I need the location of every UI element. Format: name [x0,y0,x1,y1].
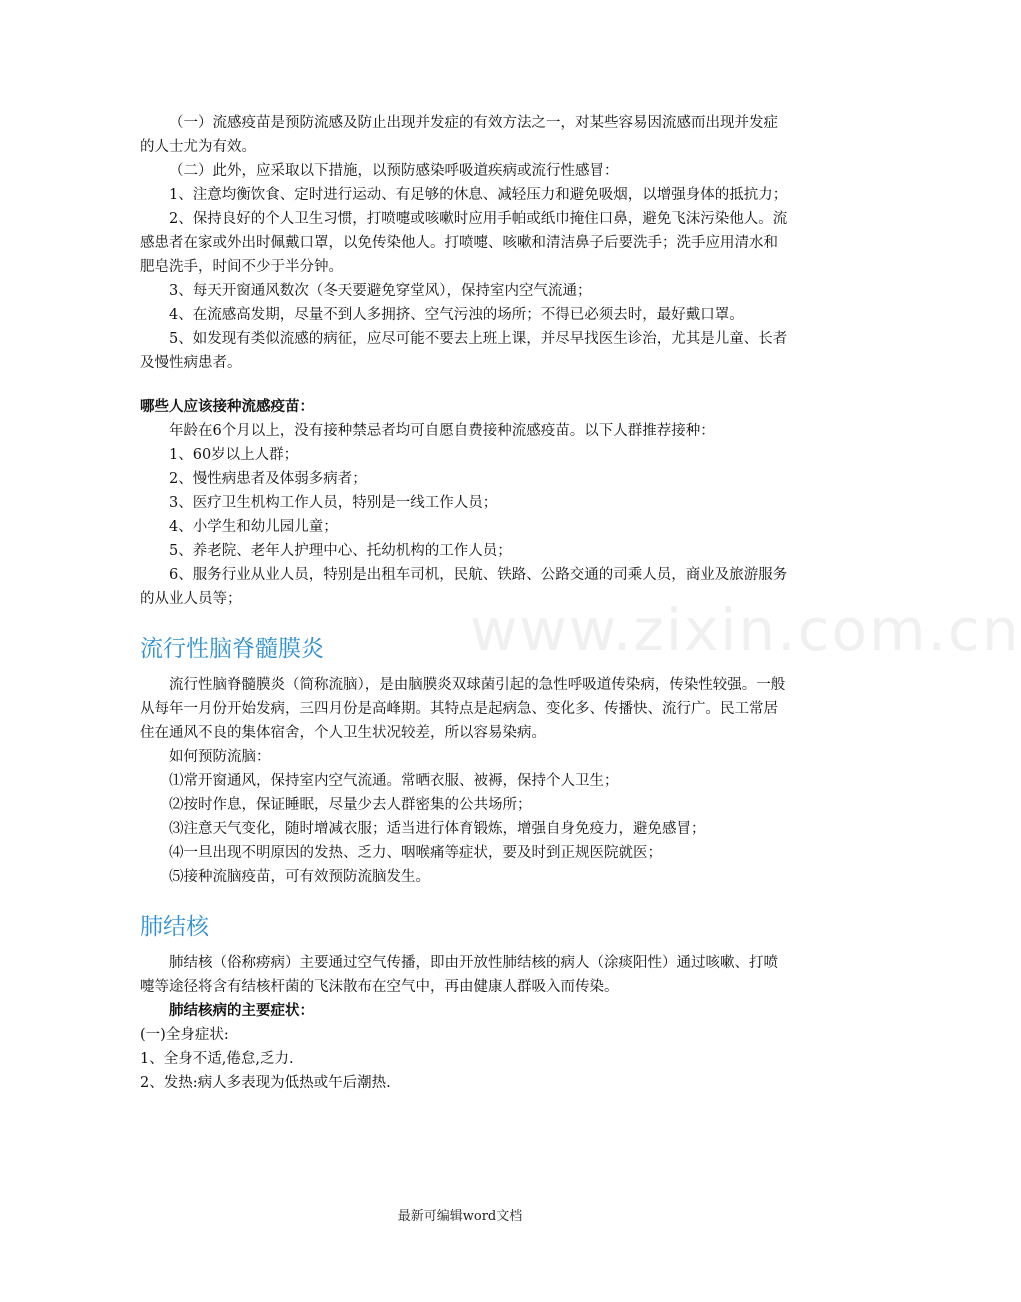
list-item: 年龄在6个月以上，没有接种禁忌者均可自愿自费接种流感疫苗。以下人群推荐接种： [169,423,715,439]
paragraph: 如何预防流脑： [169,749,271,765]
paragraph: ⑷一旦出现不明原因的发热、乏力、咽喉痛等症状，要及时到正规医院就医； [169,845,662,861]
tuberculosis-intro: 肺结核（俗称痨病）主要通过空气传播，即由开放性肺结核的病人（涂痰阳性）通过咳嗽、打喷嚏等途径将含有结核杆菌的飞沫散布在空气中，再由健康人群吸入而传染。 [140,955,778,995]
paragraph: ⑵按时作息，保证睡眠，尽量少去人群密集的公共场所； [169,797,532,813]
list-item: 2、发热:病人多表现为低热或午后潮热. [140,1075,391,1091]
vaccine-section [140,419,788,611]
list-item: 4、小学生和幼儿园儿童； [169,519,338,535]
paragraph: 2、保持良好的个人卫生习惯，打喷嚏或咳嗽时应用手帕或纸巾掩住口鼻，避免飞沫污染他人。流感患者在家或外出时佩戴口罩，以免传染他人。打喷嚏、咳嗽和清洁鼻子后要洗手；洗手应用清水和肥皂洗手，时间不少于半分钟。 [140,211,788,275]
meningitis-section [140,673,788,889]
list-item: 1、60岁以上人群； [169,447,299,463]
tuberculosis-heading: 肺结核 [140,914,209,940]
paragraph: 3、每天开窗通风数次（冬天要避免穿堂风），保持室内空气流通； [169,283,592,299]
paragraph: ⑸接种流脑疫苗，可有效预防流脑发生。 [169,869,430,885]
flu-prevention-section [140,111,788,375]
vaccine-section-title: 哪些人应该接种流感疫苗： [140,398,314,415]
tuberculosis-symptoms-list [140,1023,788,1095]
paragraph: ⑶注意天气变化，随时增减衣服；适当进行体育锻炼，增强自身免疫力，避免感冒； [169,821,706,837]
list-item: 2、慢性病患者及体弱多病者； [169,471,367,487]
list-item: 6、服务行业从业人员，特别是出租车司机，民航、铁路、公路交通的司乘人员，商业及旅游服务的从业人员等； [140,567,788,607]
document-body [140,111,788,1095]
paragraph: 5、如发现有类似流感的病征，应尽可能不要去上班上课，并尽早找医生诊治，尤其是儿童、长者及慢性病患者。 [140,331,788,371]
meningitis-heading: 流行性脑脊髓膜炎 [140,636,324,662]
paragraph: （二）此外，应采取以下措施，以预防感染呼吸道疾病或流行性感冒： [169,163,619,179]
tuberculosis-symptoms-title: 肺结核病的主要症状： [169,1002,314,1019]
paragraph: 4、在流感高发期，尽量不到人多拥挤、空气污浊的场所；不得已必须去时，最好戴口罩。 [169,307,744,323]
page-footer: 最新可编辑word文档 [397,1209,523,1224]
list-item: (一)全身症状: [140,1027,229,1043]
list-item: 3、医疗卫生机构工作人员，特别是一线工作人员； [169,495,498,511]
paragraph: （一）流感疫苗是预防流感及防止出现并发症的有效方法之一，对某些容易因流感而出现并发症的人士尤为有效。 [140,115,778,155]
paragraph: 1、注意均衡饮食、定时进行运动、有足够的休息、减轻压力和避免吸烟，以增强身体的抵抗力； [169,187,788,203]
list-item: 1、全身不适,倦怠,乏力. [140,1051,294,1067]
paragraph: 流行性脑脊髓膜炎（简称流脑），是由脑膜炎双球菌引起的急性呼吸道传染病，传染性较强。一般从每年一月份开始发病，三四月份是高峰期。其特点是起病急、变化多、传播快、流行广。民工常居住在通风不良的集体宿舍，个人卫生状况较差，所以容易染病。 [140,677,786,741]
paragraph: ⑴常开窗通风，保持室内空气流通。常晒衣服、被褥，保持个人卫生； [169,773,619,789]
list-item: 5、养老院、老年人护理中心、托幼机构的工作人员； [169,543,512,559]
watermark-text: www.zixin.com.cn [470,596,1021,664]
